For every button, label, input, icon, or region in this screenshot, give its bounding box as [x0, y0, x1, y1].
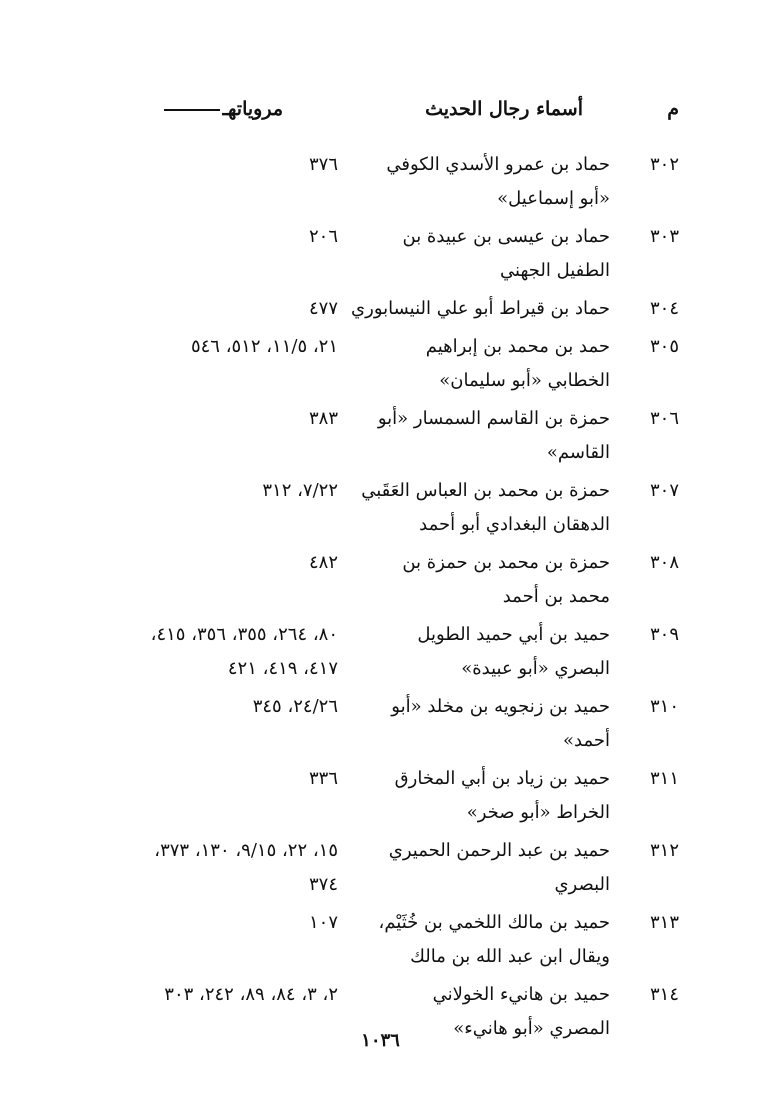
narrator-name-line: أحمد» — [563, 730, 610, 751]
narrator-name — [348, 906, 610, 974]
narrator-name-line: حمزة بن محمد بن حمزة بن — [402, 552, 610, 573]
narration-reference-line: ٢، ٣، ٨٤، ٨٩، ٢٤٢، ٣٠٣ — [164, 984, 338, 1005]
header-number-label: م — [667, 98, 679, 120]
narration-references — [8, 906, 348, 940]
list-item — [0, 618, 761, 686]
entry-number: ٣٠٦ — [649, 408, 679, 429]
narration-references — [8, 834, 348, 902]
table-header — [0, 98, 761, 130]
list-item — [0, 762, 761, 830]
entry-number: ٣٠٥ — [649, 336, 679, 357]
narration-references — [8, 690, 348, 724]
narration-reference-line: ٢٠٦ — [308, 226, 338, 247]
list-item — [0, 220, 761, 288]
list-item — [0, 292, 761, 326]
list-item — [0, 330, 761, 398]
narrator-name-line: حماد بن قيراط أبو علي النيسابوري — [351, 298, 610, 319]
narrator-name-line: الخطابي «أبو سليمان» — [439, 370, 610, 391]
header-narrations-underline — [164, 109, 220, 111]
narration-references — [8, 762, 348, 796]
narration-reference-line: ٢١، ١١/٥، ٥١٢، ٥٤٦ — [190, 336, 338, 357]
narrator-name-line: حمزة بن القاسم السمسار «أبو — [377, 408, 610, 429]
narration-references — [8, 330, 348, 364]
narrator-name-line: الدهقان البغدادي أبو أحمد — [419, 514, 610, 535]
narrator-name-line: محمد بن أحمد — [502, 586, 610, 607]
entry-number: ٣٠٤ — [649, 298, 679, 319]
narration-reference-line: ١٠٧ — [308, 912, 338, 933]
narrator-name-line: الخراط «أبو صخر» — [466, 802, 610, 823]
narrator-name-line: حميد بن عبد الرحمن الحميري — [388, 840, 610, 861]
narrator-name — [348, 474, 610, 542]
narrator-name-line: حمزة بن محمد بن العباس العَقَبي — [361, 480, 610, 501]
narrator-name-line: حماد بن عيسى بن عبيدة بن — [402, 226, 610, 247]
narration-reference-line: ٤٨٢ — [308, 552, 338, 573]
narration-reference-line: ٨٠، ٢٦٤، ٣٥٥، ٣٥٦، ٤١٥، — [150, 624, 338, 645]
narration-references — [8, 618, 348, 686]
narrator-name — [348, 330, 610, 398]
narration-references — [8, 546, 348, 580]
narration-references — [8, 148, 348, 182]
entry-number: ٣١٣ — [649, 912, 679, 933]
narrator-name-line: البصري «أبو عبيدة» — [461, 658, 610, 679]
narrator-name-line: الطفيل الجهني — [500, 260, 610, 281]
entry-number: ٣١١ — [649, 768, 679, 789]
header-names-label: أسماء رجال الحديث — [425, 98, 583, 120]
entry-number: ٣٠٩ — [649, 624, 679, 645]
narrator-name — [348, 220, 610, 288]
narration-references — [8, 220, 348, 254]
narrator-name — [348, 292, 610, 326]
entry-number: ٣١٤ — [649, 984, 679, 1005]
narrator-name-line: حميد بن مالك اللخمي بن خُثَيْم، — [378, 912, 610, 933]
narrator-name — [348, 546, 610, 614]
list-item — [0, 546, 761, 614]
narration-reference-line: ١٥، ٢٢، ٩/١٥، ١٣٠، ٣٧٣، — [154, 840, 338, 861]
page-number: ١٠٣٦ — [361, 1030, 400, 1051]
narration-reference-line: ٣٨٣ — [308, 408, 338, 429]
narrator-name-line: ويقال ابن عبد الله بن مالك — [410, 946, 610, 967]
narration-references — [8, 978, 348, 1012]
header-narrations-label — [164, 98, 283, 120]
entry-number: ٣٠٨ — [649, 552, 679, 573]
narrator-name-line: حميد بن زياد بن أبي المخارق — [394, 768, 610, 789]
narrator-name-line: المصري «أبو هانيء» — [453, 1018, 610, 1039]
entry-number: ٣٠٧ — [649, 480, 679, 501]
narrator-name-line: حميد بن هانيء الخولاني — [432, 984, 610, 1005]
entry-number: ٣٠٣ — [649, 226, 679, 247]
list-item — [0, 690, 761, 758]
narrator-name — [348, 618, 610, 686]
entry-number: ٣١٢ — [649, 840, 679, 861]
list-item — [0, 402, 761, 470]
header-narrations-text: مروياتهـ — [222, 98, 283, 120]
narration-reference-line: ٧/٢٢، ٣١٢ — [262, 480, 338, 501]
narration-reference-line: ٣٣٦ — [308, 768, 338, 789]
narrator-name-line: حميد بن زنجويه بن مخلد «أبو — [391, 696, 610, 717]
narrator-name — [348, 690, 610, 758]
entries-list — [0, 148, 761, 1050]
narrator-name-line: حمد بن محمد بن إبراهيم — [425, 336, 610, 357]
list-item — [0, 906, 761, 974]
list-item — [0, 474, 761, 542]
list-item — [0, 834, 761, 902]
narration-reference-line: ٣٧٤ — [308, 874, 338, 895]
narration-reference-line: ٤١٧، ٤١٩، ٤٢١ — [227, 658, 338, 679]
list-item — [0, 148, 761, 216]
narrator-name-line: حماد بن عمرو الأسدي الكوفي — [386, 154, 610, 175]
narration-references — [8, 292, 348, 326]
entry-number: ٣١٠ — [649, 696, 679, 717]
narrator-name — [348, 834, 610, 902]
narration-references — [8, 474, 348, 508]
narrator-name-line: «أبو إسماعيل» — [497, 188, 610, 209]
narrator-name — [348, 762, 610, 830]
narrator-name-line: حميد بن أبي حميد الطويل — [417, 624, 610, 645]
narration-references — [8, 402, 348, 436]
narration-reference-line: ٤٧٧ — [308, 298, 338, 319]
narration-reference-line: ٣٧٦ — [308, 154, 338, 175]
narration-reference-line: ٢٤/٢٦، ٣٤٥ — [252, 696, 338, 717]
narrator-name-line: القاسم» — [546, 442, 610, 463]
narrator-name — [348, 402, 610, 470]
narrator-name — [348, 148, 610, 216]
entry-number: ٣٠٢ — [649, 154, 679, 175]
narrator-name-line: البصري — [554, 874, 610, 895]
